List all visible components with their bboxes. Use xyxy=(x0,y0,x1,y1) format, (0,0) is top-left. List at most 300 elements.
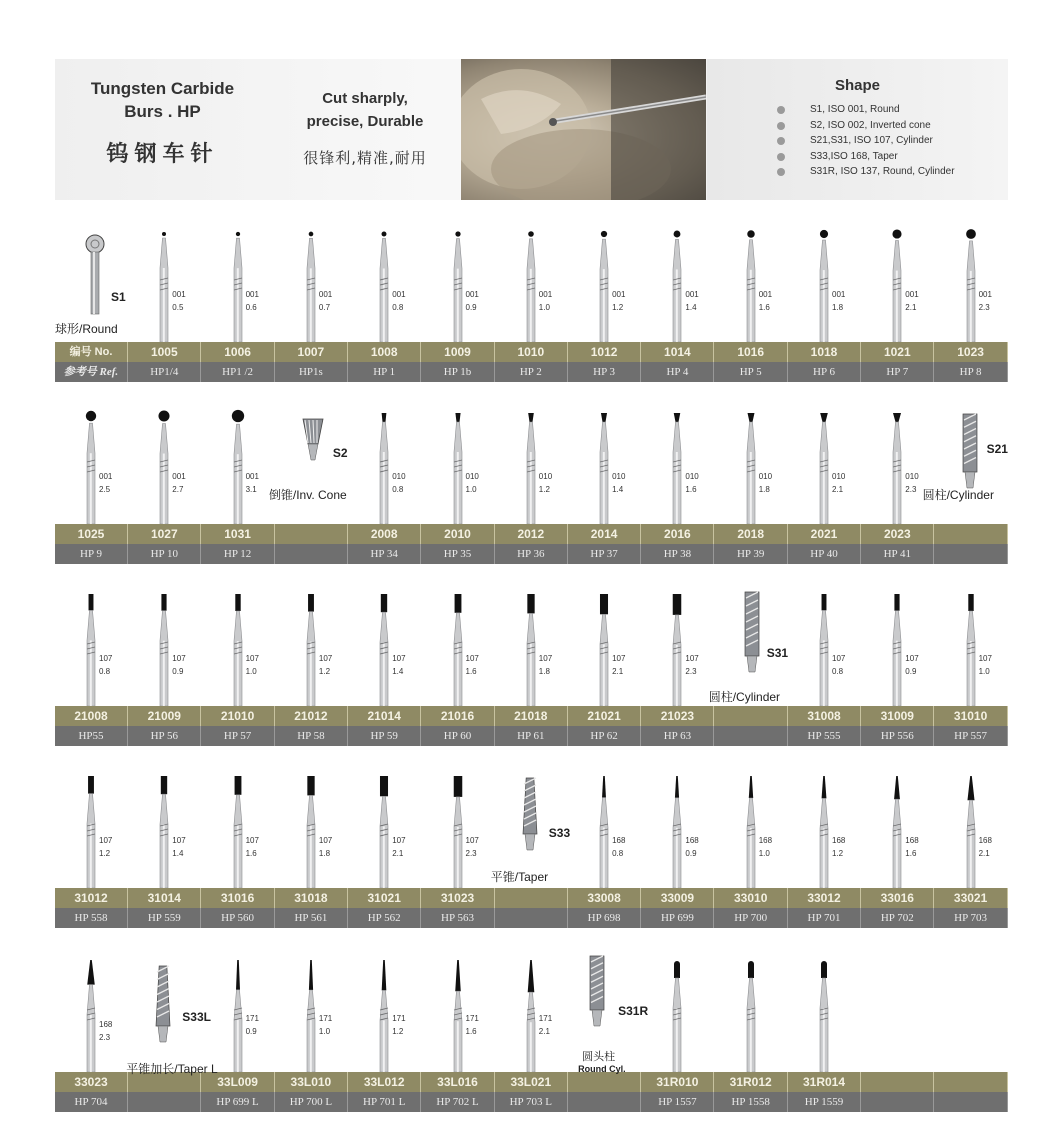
iso-code: 010 xyxy=(832,472,846,481)
item-number: 2010 xyxy=(422,524,495,544)
iso-size-label xyxy=(319,652,332,678)
iso-size-label xyxy=(466,834,479,860)
bur-head-taperl xyxy=(309,960,313,990)
bur-illustration xyxy=(202,952,275,1072)
size-mm: 1.2 xyxy=(538,485,550,494)
shank-highlight xyxy=(236,825,238,888)
bur-illustration xyxy=(861,222,934,342)
bur-head-taper xyxy=(894,776,900,799)
bur-item xyxy=(788,952,861,1092)
reference-number: HP 559 xyxy=(128,908,201,928)
bur-head-cyl xyxy=(89,594,94,610)
iso-size-label xyxy=(392,652,405,678)
bur-head-round xyxy=(528,231,534,237)
shape-item: S21,S31, ISO 107, Cylinder xyxy=(777,133,955,149)
shank-highlight xyxy=(676,452,678,524)
fluted-bur-head xyxy=(156,966,170,1042)
iso-size-label xyxy=(832,834,845,860)
iso-code: 001 xyxy=(978,290,992,299)
shape-code: S31 xyxy=(766,646,789,660)
shape-code: S33 xyxy=(548,826,571,840)
bur-item xyxy=(935,768,1008,908)
item-number: 33016 xyxy=(861,888,934,908)
shank-highlight xyxy=(90,1015,92,1072)
iso-size-label xyxy=(392,834,405,860)
iso-code: 010 xyxy=(905,472,919,481)
bur-head-roundcyl xyxy=(674,961,680,978)
shape-description: 倒锥/Inv. Cone xyxy=(268,488,347,502)
iso-code: 107 xyxy=(392,654,406,663)
bur-item xyxy=(641,586,714,726)
bur-illustration xyxy=(495,586,568,706)
bur-illustration xyxy=(275,952,348,1072)
bur-head-cyl xyxy=(454,594,461,613)
bur-illustration xyxy=(641,768,714,888)
reference-number: HP55 xyxy=(55,726,128,746)
iso-code: 001 xyxy=(538,290,553,299)
size-mm: 1.0 xyxy=(465,485,477,494)
iso-size-label xyxy=(319,288,332,314)
size-mm: 1.0 xyxy=(538,303,550,312)
shank-highlight xyxy=(383,452,385,524)
bur-item xyxy=(422,586,495,726)
bur-head-taper xyxy=(967,776,974,800)
bur-item xyxy=(641,768,714,908)
bur-illustration xyxy=(128,222,201,342)
iso-code: 010 xyxy=(465,472,479,481)
reference-number: HP 4 xyxy=(641,362,714,382)
iso-code: 010 xyxy=(392,472,406,481)
bur-item xyxy=(128,768,201,908)
bur-head-invcone xyxy=(528,413,534,422)
item-number: 21021 xyxy=(568,706,641,726)
reference-number: HP 56 xyxy=(128,726,201,746)
shape-description: 圆柱/Cylinder xyxy=(708,690,781,704)
iso-size-label xyxy=(832,652,845,678)
reference-number xyxy=(275,544,348,564)
reference-number: HP 1 xyxy=(348,362,421,382)
item-number: 33L010 xyxy=(275,1072,348,1092)
bur-head-cyl xyxy=(380,776,388,796)
bur-illustration xyxy=(568,586,641,706)
special-bur-illustration xyxy=(935,404,1060,544)
iso-size-label xyxy=(979,834,992,860)
iso-size-label xyxy=(99,652,112,678)
shape-description: 圆柱/Cylinder xyxy=(922,488,994,502)
shank-highlight xyxy=(676,645,678,706)
size-mm: 2.3 xyxy=(465,849,477,858)
bur-head-round xyxy=(747,230,755,238)
reference-number: HP 1557 xyxy=(641,1092,714,1112)
item-number: 21009 xyxy=(128,706,201,726)
bur-illustration xyxy=(275,586,348,706)
item-number: 2008 xyxy=(348,524,421,544)
bur-item xyxy=(861,768,934,908)
size-mm: 1.2 xyxy=(392,1027,404,1036)
bur-item xyxy=(275,586,348,726)
reference-number: HP 562 xyxy=(348,908,421,928)
item-number: 31R012 xyxy=(715,1072,788,1092)
item-number: 21012 xyxy=(275,706,348,726)
reference-number: HP 41 xyxy=(861,544,934,564)
bur-head-invcone xyxy=(893,413,901,422)
iso-code: 001 xyxy=(172,290,186,299)
iso-code: 168 xyxy=(685,836,699,845)
iso-size-label xyxy=(539,652,552,678)
shank-highlight xyxy=(530,269,532,342)
iso-size-label xyxy=(246,1012,259,1038)
item-number: 33L009 xyxy=(202,1072,275,1092)
size-mm: 1.6 xyxy=(685,485,697,494)
bur-illustration xyxy=(55,952,128,1072)
size-mm: 1.6 xyxy=(245,849,257,858)
slogan-line-2: precise, Durable xyxy=(306,113,424,130)
bullet-icon xyxy=(777,122,785,130)
item-number: 21016 xyxy=(422,706,495,726)
bullet-icon xyxy=(777,137,785,145)
iso-size-label xyxy=(319,1012,332,1038)
iso-code: 107 xyxy=(318,654,333,663)
item-number: 31009 xyxy=(861,706,934,726)
bur-head-taper xyxy=(675,776,679,798)
size-mm: 0.8 xyxy=(392,485,404,494)
reference-number: HP 58 xyxy=(275,726,348,746)
bur-head-cyl xyxy=(88,776,94,794)
reference-number: HP1/4 xyxy=(128,362,201,382)
bur-illustration xyxy=(935,586,1008,706)
shank-highlight xyxy=(676,269,678,342)
slogan-chinese: 很锋利,精准,耐用 xyxy=(303,149,427,167)
fluted-bur-head xyxy=(745,592,759,672)
bur-head-round xyxy=(455,231,460,236)
bur-head-cyl xyxy=(307,776,314,795)
shank-highlight xyxy=(530,452,532,524)
reference-number: HP 9 xyxy=(55,544,128,564)
shank-highlight xyxy=(456,1021,458,1072)
item-number: 33021 xyxy=(935,888,1008,908)
shank-highlight xyxy=(823,452,825,524)
item-number: 1016 xyxy=(715,342,788,362)
item-number: 33010 xyxy=(715,888,788,908)
size-mm: 2.3 xyxy=(685,667,697,676)
bur-item xyxy=(268,404,348,544)
item-number: 1023 xyxy=(935,342,1008,362)
size-mm: 2.5 xyxy=(99,485,111,494)
shape-description-en: Round Cyl. xyxy=(578,1064,626,1074)
reference-number: HP 700 L xyxy=(275,1092,348,1112)
reference-number: HP 10 xyxy=(128,544,201,564)
shape-item: S31R, ISO 137, Round, Cylinder xyxy=(777,164,955,180)
iso-size-label xyxy=(246,652,259,678)
iso-size-label xyxy=(466,470,479,496)
item-number: 1018 xyxy=(788,342,861,362)
item-number: 31R010 xyxy=(641,1072,714,1092)
iso-size-label xyxy=(246,288,259,314)
reference-number: HP 12 xyxy=(202,544,275,564)
size-mm: 0.6 xyxy=(245,303,257,312)
reference-number: HP 699 L xyxy=(202,1092,275,1112)
iso-size-label xyxy=(539,1012,552,1038)
reference-number: HP 2 xyxy=(495,362,568,382)
iso-size-label xyxy=(99,470,112,496)
shank-highlight xyxy=(749,270,751,342)
bur-item xyxy=(55,222,128,362)
size-mm: 2.3 xyxy=(978,303,990,312)
reference-row xyxy=(55,908,1008,928)
fluted-bur-head xyxy=(523,778,537,850)
slogan-line-1: Cut sharply, xyxy=(322,90,408,107)
product-photo xyxy=(461,59,706,200)
iso-code: 001 xyxy=(758,290,773,299)
size-mm: 1.2 xyxy=(832,849,844,858)
item-number: 2014 xyxy=(568,524,641,544)
bur-item xyxy=(422,768,495,908)
iso-code: 107 xyxy=(465,654,479,663)
iso-size-label xyxy=(612,470,625,496)
shank-highlight xyxy=(749,1008,751,1072)
bur-item xyxy=(568,222,641,362)
bur-item xyxy=(55,404,128,544)
shank-highlight xyxy=(603,269,605,342)
size-mm: 1.2 xyxy=(99,849,111,858)
bur-illustration xyxy=(788,768,861,888)
iso-code: 001 xyxy=(318,290,333,299)
bur-item xyxy=(922,404,1008,544)
reference-number: HP 563 xyxy=(422,908,495,928)
bur-illustration xyxy=(422,222,495,342)
reference-number: HP 38 xyxy=(641,544,714,564)
bur-head-taper xyxy=(748,776,752,798)
iso-size-label xyxy=(99,834,112,860)
bur-head-cyl xyxy=(235,594,240,611)
bur-illustration xyxy=(788,222,861,342)
bur-illustration xyxy=(422,952,495,1072)
item-number: 1008 xyxy=(348,342,421,362)
size-mm: 1.6 xyxy=(465,667,477,676)
slogan-block xyxy=(270,59,460,200)
size-mm: 1.6 xyxy=(465,1027,477,1036)
iso-size-label xyxy=(685,834,698,860)
fluted-bur-head xyxy=(590,956,604,1026)
bur-item xyxy=(55,586,128,726)
bur-item xyxy=(128,586,201,726)
item-number: 31010 xyxy=(935,706,1008,726)
shank-highlight xyxy=(749,828,751,888)
iso-code: 001 xyxy=(99,472,113,481)
bur-item xyxy=(495,952,568,1092)
reference-number: HP 5 xyxy=(715,362,788,382)
iso-size-label xyxy=(466,652,479,678)
bur-item xyxy=(861,586,934,726)
shank-highlight xyxy=(90,453,92,524)
bur-illustration xyxy=(202,404,275,524)
iso-code: 001 xyxy=(905,290,919,299)
reference-number: HP 558 xyxy=(55,908,128,928)
iso-code: 001 xyxy=(465,290,479,299)
bur-item xyxy=(55,952,128,1092)
iso-code: 107 xyxy=(99,836,113,845)
size-mm: 0.8 xyxy=(392,303,404,312)
iso-size-label xyxy=(172,470,185,496)
title-chinese: 钨钢车针 xyxy=(106,142,219,167)
size-mm: 2.7 xyxy=(172,485,184,494)
item-number: 1005 xyxy=(128,342,201,362)
iso-code: 001 xyxy=(832,290,846,299)
iso-size-label xyxy=(392,470,405,496)
shank-highlight xyxy=(676,828,678,888)
size-mm: 1.2 xyxy=(612,303,624,312)
item-number: 21014 xyxy=(348,706,421,726)
shape-code: S33L xyxy=(182,1010,211,1024)
bur-illustration xyxy=(935,222,1008,342)
bur-head-taperl xyxy=(527,960,534,992)
bur-illustration xyxy=(568,222,641,342)
iso-code: 107 xyxy=(978,654,992,663)
bur-item xyxy=(128,222,201,362)
title-line-2: Burs . HP xyxy=(124,102,201,121)
bur-head-cyl xyxy=(381,594,387,612)
reference-number: HP 555 xyxy=(788,726,861,746)
catalog-section xyxy=(55,952,1008,1114)
bur-illustration xyxy=(422,404,495,524)
bur-illustration xyxy=(202,768,275,888)
bur-head-cyl xyxy=(527,594,534,613)
size-mm: 0.5 xyxy=(172,303,184,312)
item-number: 33L012 xyxy=(348,1072,421,1092)
bur-item xyxy=(348,768,421,908)
item-number: 1014 xyxy=(641,342,714,362)
catalog-section xyxy=(55,586,1008,748)
item-number: 1027 xyxy=(128,524,201,544)
bur-illustration xyxy=(495,952,568,1072)
size-mm: 2.1 xyxy=(538,1027,550,1036)
reference-row xyxy=(55,362,1008,382)
iso-code: 171 xyxy=(318,1014,333,1023)
bur-item xyxy=(495,222,568,362)
shape-description: 平锥/Taper xyxy=(490,870,549,884)
reference-number: HP 39 xyxy=(715,544,788,564)
shank-highlight xyxy=(310,1020,312,1072)
shank-highlight xyxy=(896,641,898,706)
item-number: 21018 xyxy=(495,706,568,726)
reference-number: HP 60 xyxy=(422,726,495,746)
shank-highlight xyxy=(163,454,165,524)
bur-head-round xyxy=(966,229,976,239)
bur-item xyxy=(715,952,788,1092)
item-number: 21008 xyxy=(55,706,128,726)
item-number: 31021 xyxy=(348,888,421,908)
reference-number: HP 702 xyxy=(861,908,934,928)
iso-size-label xyxy=(612,652,625,678)
item-number: 31023 xyxy=(422,888,495,908)
bur-head-round xyxy=(309,232,314,237)
shank-highlight xyxy=(90,824,92,888)
size-mm: 0.8 xyxy=(612,849,624,858)
iso-code: 001 xyxy=(172,472,186,481)
bur-item xyxy=(55,768,128,908)
reference-number: HP 8 xyxy=(935,362,1008,382)
size-mm: 2.1 xyxy=(978,849,990,858)
bur-illustration xyxy=(568,768,641,888)
bur-illustration xyxy=(861,768,934,888)
item-number: 1021 xyxy=(861,342,934,362)
title-line-1: Tungsten Carbide xyxy=(90,79,235,98)
reference-number: HP 35 xyxy=(422,544,495,564)
shank-highlight xyxy=(383,642,385,706)
size-mm: 2.1 xyxy=(392,849,404,858)
item-number: 31016 xyxy=(202,888,275,908)
iso-size-label xyxy=(172,288,185,314)
shank-highlight xyxy=(896,271,898,342)
bur-illustration xyxy=(348,222,421,342)
bur-illustration xyxy=(641,952,714,1072)
iso-size-label xyxy=(979,288,992,314)
size-mm: 1.0 xyxy=(978,667,990,676)
bur-head-taper xyxy=(822,776,827,798)
bur-illustration xyxy=(641,222,714,342)
shape-item: S2, ISO 002, Inverted cone xyxy=(777,118,955,134)
size-mm: 2.1 xyxy=(612,667,624,676)
item-number: 2018 xyxy=(715,524,788,544)
iso-code: 168 xyxy=(99,1020,113,1029)
bur-illustration xyxy=(55,768,128,888)
iso-code: 171 xyxy=(465,1014,479,1023)
bur-illustration xyxy=(568,404,641,524)
shank-highlight xyxy=(456,452,458,524)
iso-code: 168 xyxy=(905,836,919,845)
shape-code: S21 xyxy=(986,442,1008,456)
item-number: 1007 xyxy=(275,342,348,362)
reference-number: HP 702 L xyxy=(422,1092,495,1112)
bur-item xyxy=(715,404,788,544)
item-number: 33023 xyxy=(55,1072,128,1092)
iso-code: 107 xyxy=(245,836,259,845)
shank-highlight xyxy=(603,452,605,524)
bur-head-cyl xyxy=(234,776,241,795)
iso-code: 107 xyxy=(172,836,186,845)
reference-number xyxy=(568,1092,641,1112)
iso-size-label xyxy=(905,652,918,678)
iso-code: 107 xyxy=(612,654,626,663)
bur-item xyxy=(788,768,861,908)
shape-code: S1 xyxy=(111,290,126,304)
bur-head-cyl xyxy=(600,594,608,614)
iso-code: 010 xyxy=(538,472,553,481)
iso-size-label xyxy=(246,834,259,860)
bur-head-round xyxy=(86,411,96,421)
iso-size-label xyxy=(759,834,772,860)
shank-highlight xyxy=(90,640,92,706)
size-mm: 2.3 xyxy=(99,1033,111,1042)
iso-size-label xyxy=(612,834,625,860)
iso-size-label xyxy=(172,834,185,860)
reference-number: 参考号 Ref. xyxy=(55,362,128,382)
iso-size-label xyxy=(466,288,479,314)
shank-highlight xyxy=(163,824,165,888)
item-number: 1009 xyxy=(422,342,495,362)
bur-item xyxy=(348,952,421,1092)
shank-highlight xyxy=(823,828,825,888)
bur-illustration xyxy=(495,404,568,524)
reference-number: HP 703 L xyxy=(495,1092,568,1112)
bur-item xyxy=(422,222,495,362)
iso-size-label xyxy=(246,470,259,496)
item-number: 21023 xyxy=(641,706,714,726)
bur-head-round xyxy=(235,232,239,236)
item-number: 2021 xyxy=(788,524,861,544)
iso-size-label xyxy=(612,288,625,314)
bur-item xyxy=(202,404,275,544)
